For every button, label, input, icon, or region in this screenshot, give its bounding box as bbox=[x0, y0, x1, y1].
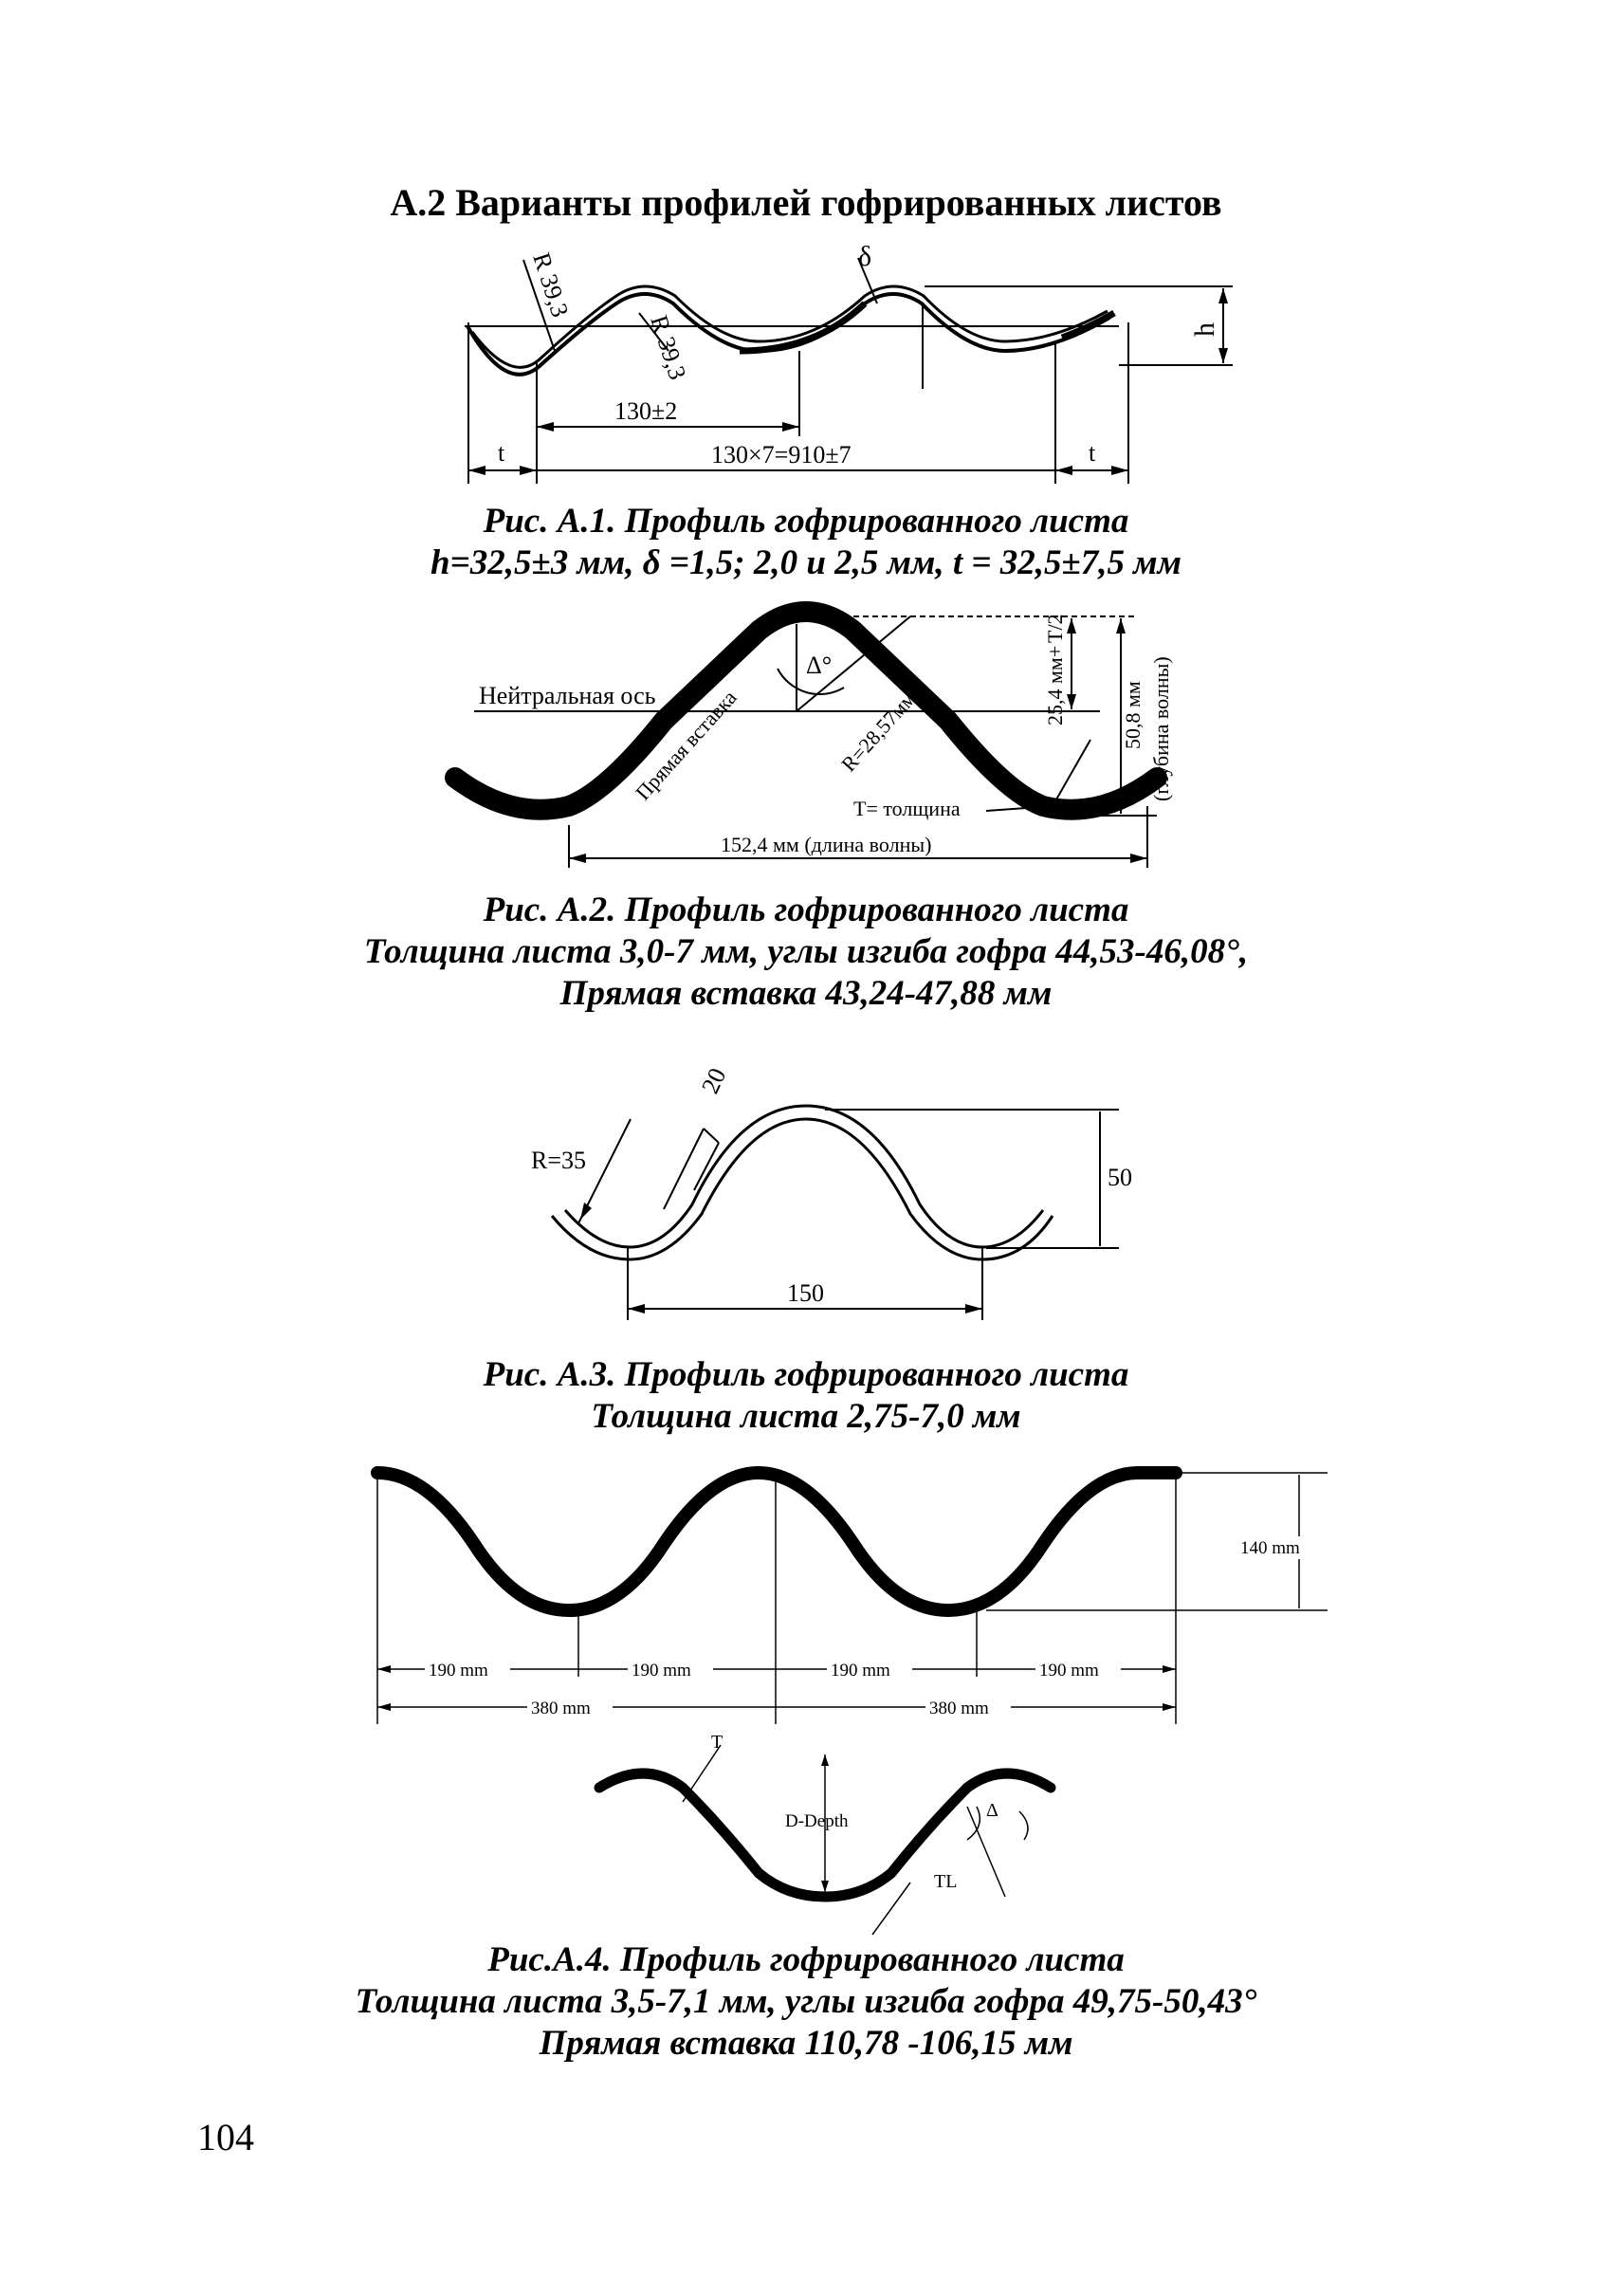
fig1-caption-line1: Рис. А.1. Профиль гофрированного листа bbox=[483, 502, 1129, 541]
fig1-label-r1: R 39,3 bbox=[527, 248, 575, 321]
fig2-caption-line2: Толщина листа 3,0-7 мм, углы изгиба гофра 44,53-46,08°, bbox=[363, 932, 1249, 971]
fig2-label-axis: Нейтральная ось bbox=[479, 682, 656, 709]
fig3-label-width: 150 bbox=[787, 1279, 824, 1307]
fig1-label-total: 130×7=910±7 bbox=[711, 441, 852, 468]
fig4-label-delta: Δ bbox=[986, 1800, 998, 1821]
figure-a2 bbox=[0, 597, 1612, 882]
fig4-profile bbox=[377, 1473, 1176, 1610]
fig3-label-radius: R=35 bbox=[531, 1147, 587, 1174]
fig2-caption-line1: Рис. А.2. Профиль гофрированного листа bbox=[483, 891, 1129, 929]
fig4-label-depth: D-Depth bbox=[785, 1811, 849, 1831]
fig2-caption-line3: Прямая вставка 43,24-47,88 мм bbox=[559, 974, 1053, 1013]
fig3-profile-outer bbox=[552, 1119, 1053, 1259]
fig2-caption bbox=[0, 890, 1612, 1015]
fig1-label-pitch: 130±2 bbox=[614, 397, 678, 425]
page-number: 104 bbox=[197, 2116, 254, 2158]
fig2-label-wavelength: 152,4 мм (длина волны) bbox=[721, 833, 932, 856]
fig4-label-height: 140 mm bbox=[1240, 1538, 1300, 1558]
fig1-label-r2: R 39,3 bbox=[645, 311, 692, 383]
figure-a1 bbox=[0, 241, 1612, 468]
fig4-label-half-1: 190 mm bbox=[429, 1661, 488, 1681]
fig2-label-insert: Прямая вставка bbox=[631, 685, 742, 805]
fig2-label-half: 25,4 мм+ bbox=[1043, 645, 1067, 726]
fig4-caption-line1: Рис.А.4. Профиль гофрированного листа bbox=[487, 1940, 1125, 1979]
fig1-caption-line2: h=32,5±3 мм, δ =1,5; 2,0 и 2,5 мм, t = 32,5±7,5 мм bbox=[430, 543, 1182, 582]
fig2-label-angle: Δ° bbox=[806, 652, 833, 679]
fig4-label-tl: TL bbox=[934, 1871, 958, 1892]
fig2-label-thickness: T= толщина bbox=[853, 797, 961, 820]
fig2-label-radius: R=28,57мм bbox=[836, 687, 921, 777]
fig3-caption-line1: Рис. А.3. Профиль гофрированного листа bbox=[483, 1355, 1129, 1394]
fig3-label-insert: 20 bbox=[696, 1063, 732, 1098]
fig3-caption bbox=[0, 1354, 1612, 1438]
fig4-label-full-2: 380 mm bbox=[929, 1699, 989, 1718]
fig4-label-half-2: 190 mm bbox=[632, 1661, 691, 1681]
fig1-label-t-left: t bbox=[498, 439, 505, 467]
fig1-label-delta: δ bbox=[858, 241, 872, 272]
fig4-caption bbox=[0, 1939, 1612, 2065]
fig2-label-depth: 50,8 мм bbox=[1121, 681, 1145, 749]
fig3-profile-inner bbox=[565, 1106, 1043, 1247]
fig3-label-height: 50 bbox=[1108, 1164, 1132, 1191]
fig1-label-t-right: t bbox=[1089, 439, 1096, 467]
fig1-label-h: h bbox=[1189, 322, 1220, 337]
fig4-caption-line3: Прямая вставка 110,78 -106,15 мм bbox=[539, 2024, 1073, 2063]
section-title: А.2 Варианты профилей гофрированных листов bbox=[390, 181, 1222, 224]
figure-a4-detail bbox=[0, 1732, 1612, 1925]
fig2-label-depth-note: (глубина волны) bbox=[1149, 656, 1173, 801]
figure-a3 bbox=[0, 1053, 1612, 1337]
fig4-caption-line2: Толщина листа 3,5-7,1 мм, углы изгиба гофра 49,75-50,43° bbox=[355, 1982, 1257, 2021]
fig1-caption bbox=[0, 501, 1612, 584]
fig4-label-half-3: 190 mm bbox=[831, 1661, 890, 1681]
fig4-label-t: T bbox=[711, 1732, 724, 1753]
fig4-label-full-1: 380 mm bbox=[531, 1699, 591, 1718]
fig2-label-t-half: T/2 bbox=[1043, 614, 1067, 643]
fig3-caption-line2: Толщина листа 2,75-7,0 мм bbox=[591, 1397, 1021, 1436]
fig4-label-half-4: 190 mm bbox=[1039, 1661, 1099, 1681]
figure-a4 bbox=[0, 1449, 1612, 1724]
